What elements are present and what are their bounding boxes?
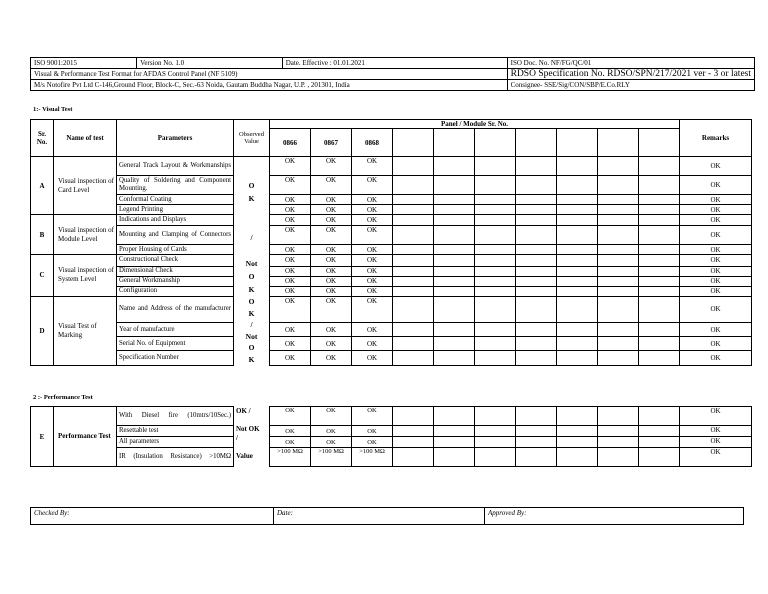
empty-cell (639, 195, 680, 205)
empty-cell (598, 176, 639, 195)
remark-cell: OK (680, 226, 752, 245)
empty-cell (516, 245, 557, 255)
remark-cell: OK (680, 215, 752, 226)
empty-cell (393, 337, 434, 351)
table-row (31, 286, 752, 296)
parameter: IR (Insulation Resistance) >10MΩ (117, 448, 234, 467)
empty-cell (475, 426, 516, 437)
signature-table (30, 507, 744, 525)
serial-0866: 0866 (270, 129, 311, 157)
group-name: Visual inspection of Card Level (54, 157, 117, 215)
empty-cell (475, 448, 516, 467)
value-cell: OK (270, 286, 311, 296)
empty-cell (475, 205, 516, 215)
group-sr: B (31, 215, 54, 255)
value-cell: OK (352, 286, 393, 296)
empty-cell (393, 215, 434, 226)
value-cell: OK (352, 157, 393, 176)
empty-cell (598, 407, 639, 426)
empty-cell (639, 426, 680, 437)
value-cell: OK (311, 226, 352, 245)
col-sr-no: Sr. No. (31, 120, 54, 157)
table-row (31, 323, 752, 337)
parameter: With Diesel fire (10mtrs/10Sec.) (117, 407, 234, 426)
remark-cell: OK (680, 205, 752, 215)
empty-cell (516, 205, 557, 215)
empty-cell (639, 437, 680, 448)
header-table (30, 57, 755, 91)
empty-cell (393, 195, 434, 205)
empty-cell (393, 426, 434, 437)
parameter: Legend Printing (117, 205, 234, 215)
empty-cell (434, 226, 475, 245)
empty-cell (639, 448, 680, 467)
value-cell: OK (352, 337, 393, 351)
doc-no: ISO Doc. No. NF/FG/QC/01 (507, 58, 754, 69)
value-cell: OK (270, 337, 311, 351)
value-cell: OK (352, 296, 393, 323)
value-cell: >100 MΩ (352, 448, 393, 467)
value-cell: OK (270, 226, 311, 245)
value-cell: OK (270, 407, 311, 426)
value-cell: OK (352, 323, 393, 337)
empty-cell (639, 157, 680, 176)
empty-cell (434, 296, 475, 323)
value-cell: OK (352, 255, 393, 266)
col-observed-value: Observed Value (234, 120, 270, 157)
empty-cell (598, 437, 639, 448)
remark-cell: OK (680, 276, 752, 286)
empty-cell (557, 448, 598, 467)
table-row (31, 276, 752, 286)
value-cell: OK (311, 176, 352, 195)
empty-cell (639, 286, 680, 296)
value-cell: OK (270, 351, 311, 365)
empty-cell (639, 245, 680, 255)
empty-cell (598, 205, 639, 215)
parameter: Serial No. of Equipment (117, 337, 234, 351)
parameter: Indications and Displays (117, 215, 234, 226)
value-cell: OK (270, 245, 311, 255)
value-cell: OK (270, 437, 311, 448)
visual-section-title: 1:- Visual Test (33, 106, 73, 113)
empty-cell (516, 255, 557, 266)
empty-cell (557, 266, 598, 276)
empty-cell (557, 255, 598, 266)
empty-cell (557, 296, 598, 323)
remark-cell: OK (680, 176, 752, 195)
empty-cell (475, 437, 516, 448)
rdso-spec: RDSO Specification No. RDSO/SPN/217/2021 ver - 3 or latest (507, 69, 754, 80)
value-cell: OK (352, 276, 393, 286)
empty-cell (393, 286, 434, 296)
empty-cell (475, 351, 516, 365)
remark-cell: OK (680, 448, 752, 467)
empty-cell (557, 205, 598, 215)
serial-blank (557, 129, 598, 157)
empty-cell (434, 276, 475, 286)
empty-cell (434, 157, 475, 176)
empty-cell (557, 437, 598, 448)
remark-cell: OK (680, 323, 752, 337)
empty-cell (516, 157, 557, 176)
parameter: General Workmanship (117, 276, 234, 286)
table-row (31, 351, 752, 365)
empty-cell (516, 195, 557, 205)
empty-cell (434, 255, 475, 266)
empty-cell (598, 266, 639, 276)
parameter: Mounting and Clamping of Connectors (117, 226, 234, 245)
empty-cell (516, 426, 557, 437)
empty-cell (434, 407, 475, 426)
value-cell: OK (311, 266, 352, 276)
empty-cell (557, 195, 598, 205)
value-cell: OK (270, 195, 311, 205)
col-remarks: Remarks (680, 120, 752, 157)
empty-cell (393, 323, 434, 337)
parameter: Specification Number (117, 351, 234, 365)
value-cell: OK (270, 426, 311, 437)
empty-cell (393, 437, 434, 448)
empty-cell (557, 245, 598, 255)
remark-cell: OK (680, 296, 752, 323)
empty-cell (475, 245, 516, 255)
value-cell: OK (311, 323, 352, 337)
remark-cell: OK (680, 286, 752, 296)
empty-cell (598, 245, 639, 255)
table-row (31, 157, 752, 176)
remark-cell: OK (680, 426, 752, 437)
empty-cell (516, 176, 557, 195)
empty-cell (393, 157, 434, 176)
remark-cell: OK (680, 437, 752, 448)
empty-cell (434, 176, 475, 195)
empty-cell (598, 276, 639, 286)
value-cell: OK (352, 195, 393, 205)
table-row (31, 226, 752, 245)
empty-cell (598, 195, 639, 205)
value-cell: OK (270, 266, 311, 276)
remark-cell: OK (680, 266, 752, 276)
empty-cell (639, 215, 680, 226)
remark-cell: OK (680, 157, 752, 176)
observed-value: O K / Not O K (234, 296, 270, 365)
value-cell: OK (311, 245, 352, 255)
value-cell: OK (352, 215, 393, 226)
serial-blank (434, 129, 475, 157)
empty-cell (434, 266, 475, 276)
performance-test-table (30, 406, 752, 467)
value-cell: OK (270, 215, 311, 226)
company-address: M/s Notofire Pvt Ltd C-146,Ground Floor, Block-C, Sec.-63 Noida, Gautam Buddha Nagar, U.P. , 201301, India (31, 80, 508, 91)
empty-cell (516, 407, 557, 426)
remark-cell: OK (680, 351, 752, 365)
parameter: All parameters (117, 437, 234, 448)
value-cell: OK (352, 266, 393, 276)
parameter: Name and Address of the manufacturer (117, 296, 234, 323)
empty-cell (475, 195, 516, 205)
value-cell: OK (311, 286, 352, 296)
empty-cell (557, 226, 598, 245)
empty-cell (475, 157, 516, 176)
value-cell: OK (352, 176, 393, 195)
group-sr: A (31, 157, 54, 215)
empty-cell (516, 215, 557, 226)
group-name: Visual inspection of System Level (54, 255, 117, 296)
empty-cell (516, 286, 557, 296)
value-cell: OK (311, 351, 352, 365)
parameter: Proper Housing of Cards (117, 245, 234, 255)
iso-cert: ISO 9001:2015 (31, 58, 137, 69)
table-row (31, 296, 752, 323)
empty-cell (598, 296, 639, 323)
date-effective: Date. Effective : 01.01.2021 (282, 58, 507, 69)
empty-cell (393, 255, 434, 266)
group-sr: D (31, 296, 54, 365)
value-cell: OK (270, 157, 311, 176)
empty-cell (434, 426, 475, 437)
value-cell: OK (352, 205, 393, 215)
version-no: Version No. 1.0 (137, 58, 283, 69)
serial-blank (475, 129, 516, 157)
value-cell: OK (311, 195, 352, 205)
performance-section-title: 2 :- Performance Test (33, 394, 93, 401)
empty-cell (434, 286, 475, 296)
date-field: Date: (274, 508, 485, 525)
parameter: Dimensional Check (117, 266, 234, 276)
empty-cell (393, 226, 434, 245)
parameter: Quality of Soldering and Component Mounting. (117, 176, 234, 195)
empty-cell (516, 323, 557, 337)
empty-cell (598, 226, 639, 245)
empty-cell (516, 296, 557, 323)
value-cell: OK (311, 255, 352, 266)
empty-cell (434, 448, 475, 467)
table-row (31, 245, 752, 255)
col-name-of-test: Name of test (54, 120, 117, 157)
empty-cell (639, 351, 680, 365)
empty-cell (557, 426, 598, 437)
value-cell: OK (311, 407, 352, 426)
value-cell: OK (311, 426, 352, 437)
value-cell: OK (311, 215, 352, 226)
empty-cell (475, 286, 516, 296)
empty-cell (393, 276, 434, 286)
table-row (31, 195, 752, 205)
empty-cell (557, 215, 598, 226)
value-cell: OK (270, 205, 311, 215)
empty-cell (598, 255, 639, 266)
empty-cell (557, 286, 598, 296)
value-cell: OK (352, 426, 393, 437)
group-name: Visual Test of Marking (54, 296, 117, 365)
remark-cell: OK (680, 255, 752, 266)
group-name: Performance Test (54, 407, 117, 467)
empty-cell (557, 176, 598, 195)
empty-cell (598, 323, 639, 337)
empty-cell (639, 296, 680, 323)
empty-cell (475, 337, 516, 351)
parameter: Resettable test (117, 426, 234, 437)
table-row (31, 448, 752, 467)
empty-cell (639, 323, 680, 337)
table-row (31, 437, 752, 448)
empty-cell (393, 448, 434, 467)
empty-cell (393, 205, 434, 215)
value-cell: OK (311, 205, 352, 215)
empty-cell (598, 337, 639, 351)
value-cell: OK (270, 323, 311, 337)
approved-by: Approved By: (485, 508, 744, 525)
empty-cell (516, 337, 557, 351)
empty-cell (475, 176, 516, 195)
empty-cell (516, 276, 557, 286)
empty-cell (639, 226, 680, 245)
table-row (31, 205, 752, 215)
empty-cell (475, 323, 516, 337)
empty-cell (434, 337, 475, 351)
value-cell: OK (270, 276, 311, 286)
parameter: Conformal Coating (117, 195, 234, 205)
consignee: Consignee- SSE/Sig/CON/SBP/E.Co.RLY (507, 80, 754, 91)
value-cell: OK (270, 176, 311, 195)
empty-cell (639, 337, 680, 351)
empty-cell (598, 157, 639, 176)
empty-cell (557, 337, 598, 351)
empty-cell (639, 407, 680, 426)
parameter: General Track Layout & Workmanships (117, 157, 234, 176)
group-name: Visual inspection of Module Level (54, 215, 117, 255)
observed-value: OK / Not OK / Value (234, 407, 270, 467)
table-row (31, 176, 752, 195)
empty-cell (557, 323, 598, 337)
parameter: Year of manufacture (117, 323, 234, 337)
visual-test-table (30, 119, 752, 366)
empty-cell (639, 276, 680, 286)
empty-cell (516, 448, 557, 467)
serial-blank (598, 129, 639, 157)
parameter: Configuration (117, 286, 234, 296)
empty-cell (639, 205, 680, 215)
parameter: Constructional Check (117, 255, 234, 266)
format-title: Visual & Performance Test Format for AFDAS Control Panel (NF 5109) (31, 69, 508, 80)
empty-cell (557, 157, 598, 176)
serial-blank (393, 129, 434, 157)
empty-cell (639, 266, 680, 276)
value-cell: OK (352, 226, 393, 245)
table-row (31, 215, 752, 226)
serial-blank (516, 129, 557, 157)
value-cell: OK (270, 255, 311, 266)
value-cell: OK (352, 351, 393, 365)
empty-cell (434, 437, 475, 448)
table-row (31, 407, 752, 426)
serial-0867: 0867 (311, 129, 352, 157)
empty-cell (475, 407, 516, 426)
empty-cell (639, 255, 680, 266)
empty-cell (393, 245, 434, 255)
empty-cell (475, 226, 516, 245)
empty-cell (557, 407, 598, 426)
value-cell: OK (311, 337, 352, 351)
empty-cell (475, 215, 516, 226)
remark-cell: OK (680, 245, 752, 255)
value-cell: OK (311, 276, 352, 286)
empty-cell (516, 226, 557, 245)
empty-cell (598, 286, 639, 296)
serial-0868: 0868 (352, 129, 393, 157)
empty-cell (598, 448, 639, 467)
table-row (31, 266, 752, 276)
empty-cell (639, 176, 680, 195)
empty-cell (598, 215, 639, 226)
observed-value: O K / Not O K (234, 157, 270, 297)
empty-cell (598, 426, 639, 437)
empty-cell (434, 195, 475, 205)
empty-cell (393, 266, 434, 276)
table-row (31, 337, 752, 351)
empty-cell (516, 266, 557, 276)
empty-cell (434, 245, 475, 255)
table-row (31, 426, 752, 437)
empty-cell (516, 351, 557, 365)
serial-blank (639, 129, 680, 157)
value-cell: OK (270, 296, 311, 323)
remark-cell: OK (680, 195, 752, 205)
empty-cell (393, 296, 434, 323)
empty-cell (475, 266, 516, 276)
value-cell: OK (311, 437, 352, 448)
table-row (31, 255, 752, 266)
empty-cell (557, 351, 598, 365)
value-cell: OK (352, 245, 393, 255)
empty-cell (475, 276, 516, 286)
empty-cell (434, 323, 475, 337)
value-cell: OK (352, 407, 393, 426)
col-parameters: Parameters (117, 120, 234, 157)
col-panel-module-sr-no: Panel / Module Sr. No. (270, 120, 680, 129)
empty-cell (393, 351, 434, 365)
empty-cell (557, 276, 598, 286)
empty-cell (434, 215, 475, 226)
empty-cell (475, 296, 516, 323)
empty-cell (434, 351, 475, 365)
group-sr: C (31, 255, 54, 296)
empty-cell (393, 407, 434, 426)
empty-cell (475, 255, 516, 266)
value-cell: OK (311, 157, 352, 176)
value-cell: >100 MΩ (270, 448, 311, 467)
empty-cell (598, 351, 639, 365)
value-cell: OK (311, 296, 352, 323)
remark-cell: OK (680, 337, 752, 351)
value-cell: >100 MΩ (311, 448, 352, 467)
empty-cell (434, 205, 475, 215)
remark-cell: OK (680, 407, 752, 426)
empty-cell (516, 437, 557, 448)
checked-by: Checked By: (31, 508, 274, 525)
value-cell: OK (352, 437, 393, 448)
group-sr: E (31, 407, 54, 467)
empty-cell (393, 176, 434, 195)
